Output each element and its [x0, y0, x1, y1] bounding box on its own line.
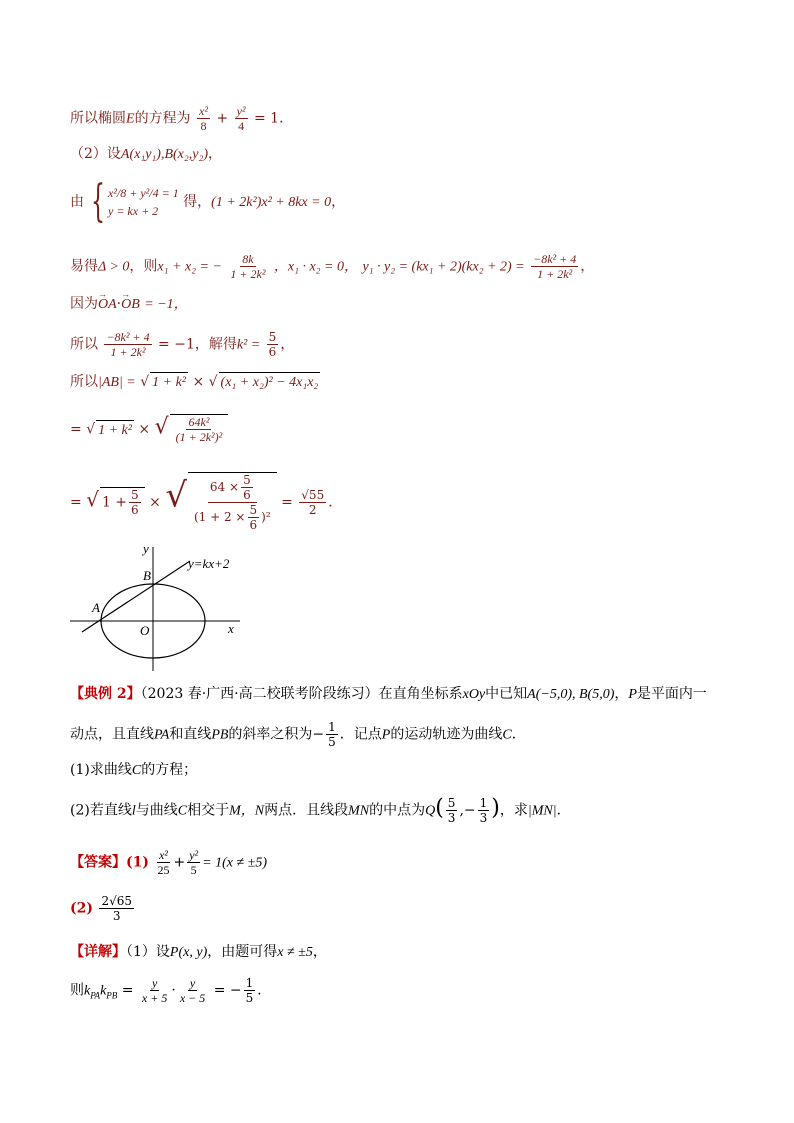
sqrt-body: 1 + k² — [96, 420, 134, 441]
math-l: l — [131, 803, 136, 819]
fraction — [187, 848, 200, 877]
equals: = — [121, 982, 134, 999]
label-B: B — [143, 568, 151, 583]
text: 相交于 — [187, 802, 230, 819]
text: ． — [511, 726, 526, 743]
plus: + — [216, 110, 229, 127]
plus: + — [173, 854, 186, 871]
text: ， — [331, 194, 346, 210]
math-points: A(−5,0), B(5,0) — [527, 687, 615, 702]
source: （2023 春·广西·高二校联考阶段练习） — [140, 686, 379, 702]
frac-num: 5 — [243, 473, 251, 487]
example2-q2: (2)若直线l与曲线C相交于M，N两点．且线段MN的中点为Q( $\frac{5}{3}$ ,− $\frac{1}{3}$ )，求|MN|． — [70, 795, 571, 825]
text: ,− — [459, 802, 476, 819]
text: 64 × — [209, 480, 240, 494]
text: )² — [261, 510, 271, 524]
fraction — [174, 415, 225, 444]
solution-line-system — [70, 176, 346, 227]
text: 则 — [70, 982, 84, 999]
text: 得， — [183, 194, 212, 210]
fraction — [99, 894, 134, 923]
frac-den: 4 — [238, 119, 245, 133]
text: 中已知 — [485, 686, 528, 702]
math-C: C — [502, 727, 512, 743]
frac-den: 5 — [328, 735, 336, 749]
frac-num: y — [151, 976, 158, 990]
math-points: A(x₁y₁),B(x₂,y₂) — [120, 147, 208, 162]
math-cond: Δ > 0 — [98, 259, 130, 275]
equals: = — [70, 421, 82, 438]
example2-line2 — [70, 720, 526, 749]
text: （2）设 — [70, 146, 121, 162]
detail-tag: 【详解】 — [70, 944, 126, 960]
frac-den: 3 — [447, 811, 456, 825]
frac-den: 2 — [308, 503, 317, 517]
frac-den: 25 — [157, 863, 170, 877]
text: 因为 — [70, 296, 98, 312]
frac-den: 6 — [249, 518, 258, 532]
equals: = — [70, 494, 82, 511]
math-C: C — [177, 803, 188, 819]
math-cond: x ≠ ±5 — [277, 945, 313, 960]
text: 是平面内一 — [636, 686, 707, 702]
frac-num: 5 — [249, 503, 258, 517]
math-prod: ，x₁ · x₂ = 0， — [273, 259, 358, 275]
system-eq1: x²/8 + y²/4 = 1 — [108, 186, 179, 200]
math: = 1(x ≠ ±5) — [202, 855, 267, 871]
sqrt-body — [100, 487, 145, 517]
text: ，求 — [499, 802, 528, 819]
frac-num: √55 — [301, 488, 325, 502]
solution-line-vieta — [70, 252, 594, 281]
equation-system — [108, 184, 179, 220]
frac-num: 5 — [131, 488, 139, 502]
text: ， — [614, 686, 629, 702]
text: ， — [312, 944, 327, 960]
math-P: P(x, y) — [169, 945, 208, 960]
text: = −1，解得 — [158, 336, 237, 353]
text: ． — [257, 982, 272, 999]
frac-den: 1 + 2k² — [537, 267, 573, 281]
math-k: k — [84, 983, 91, 999]
text: ， — [208, 146, 222, 162]
times: × — [192, 374, 205, 390]
solution-line-ab-result — [70, 472, 342, 532]
sqrt-body — [170, 414, 229, 444]
math-PA: PA — [154, 727, 170, 743]
frac-num: 2√65 — [101, 894, 133, 908]
math-AB: |AB| = — [98, 375, 136, 390]
sqrt-body: 1 + k² — [150, 372, 188, 393]
fraction — [244, 976, 256, 1005]
text: ．记点 — [339, 726, 382, 743]
solution-line-ab-step2 — [70, 414, 228, 444]
fraction — [531, 252, 578, 281]
math-quadratic: (1 + 2k²)x² + 8kx = 0 — [211, 195, 332, 210]
text: 所以椭圆 — [70, 110, 126, 127]
text: 的斜率之积为 — [228, 726, 313, 743]
text: ， — [580, 258, 595, 275]
equals: = — [281, 494, 293, 511]
text: = 1． — [253, 110, 294, 127]
math: = −1， — [144, 297, 188, 312]
vector-OB: → OB — [121, 295, 140, 315]
text: （1）设 — [126, 944, 170, 960]
text: (1 + 2 × — [193, 510, 246, 524]
label-A: A — [92, 600, 100, 615]
frac-den: 6 — [268, 345, 277, 359]
frac-den: 6 — [131, 503, 139, 517]
text: 在直角坐标系 — [378, 686, 463, 702]
text: 和直线 — [169, 726, 212, 743]
fraction — [104, 330, 151, 359]
sqrt-sign: √ — [208, 374, 218, 390]
text: ． — [328, 494, 343, 511]
math-yprod: y₁ · y₂ = (kx₁ + 2)(kx₂ + 2) = — [362, 259, 525, 275]
frac-num: y² — [189, 848, 199, 862]
text: 由 — [70, 194, 84, 210]
example2-q1 — [70, 760, 197, 781]
label-line-eq: y=kx+2 — [188, 556, 230, 571]
sqrt-sign: √ — [86, 487, 99, 512]
example2-line1 — [70, 684, 707, 705]
subscript: PA — [90, 990, 101, 1001]
frac-den: 1 + 2k² — [230, 267, 266, 281]
text: 易得 — [70, 258, 98, 275]
fraction — [299, 488, 326, 517]
text: 的方程； — [141, 762, 198, 778]
math-P: P — [381, 727, 391, 743]
brace: { — [91, 176, 105, 227]
text: ，由题可得 — [207, 944, 278, 960]
solution-line-ellipse-equation — [70, 104, 293, 133]
frac-den: 3 — [479, 811, 488, 825]
math-xOy: xOy — [462, 687, 486, 702]
fraction — [235, 104, 248, 133]
frac-num: 5 — [268, 330, 277, 344]
sqrt-sign: √ — [86, 421, 96, 438]
label-y: y — [143, 541, 149, 556]
label-O: O — [140, 623, 150, 638]
text: 的方程为 — [134, 110, 191, 127]
text: ，则 — [129, 258, 158, 275]
math-k2: k² = — [236, 337, 261, 353]
solution-line-solve-k — [70, 330, 294, 359]
frac-den: (1 + 2k²)² — [175, 430, 223, 444]
ellipse-line-figure — [60, 535, 260, 675]
answer-tag: 【答案】 — [70, 854, 126, 871]
text: 的运动轨迹为曲线 — [390, 726, 503, 743]
math-k: k — [100, 983, 107, 999]
frac-num: 1 — [245, 976, 254, 990]
fraction — [140, 976, 169, 1005]
answer-line2 — [70, 894, 136, 923]
fraction — [267, 330, 279, 359]
fraction — [197, 104, 210, 133]
frac-num: x² — [199, 104, 208, 118]
math-C: C — [131, 763, 142, 778]
fraction — [446, 796, 458, 825]
fraction — [192, 473, 273, 532]
fraction — [129, 488, 141, 517]
answer-label: (1) — [126, 854, 149, 871]
math-MN-seg: MN — [348, 803, 370, 819]
fraction — [241, 473, 253, 502]
frac-den: x + 5 — [141, 991, 168, 1005]
math-E: E — [126, 111, 135, 127]
fraction — [228, 252, 267, 281]
minus: − — [312, 726, 325, 743]
text: (2)若直线 — [70, 802, 132, 819]
frac-num — [208, 473, 257, 503]
frac-den: 1 + 2k² — [110, 345, 146, 359]
answer-label: (2) — [70, 900, 93, 917]
equals: = − — [213, 982, 242, 999]
system-eq2: y = kx + 2 — [108, 204, 159, 218]
sqrt-body — [188, 472, 277, 532]
frac-den: x − 5 — [179, 991, 206, 1005]
math-P: P — [628, 687, 637, 702]
frac-num: −8k² + 4 — [106, 330, 150, 344]
answer-line1 — [70, 848, 267, 877]
sqrt-sign: √ — [140, 374, 150, 390]
detail-line1 — [70, 942, 327, 963]
vector-OA: → OA — [98, 295, 117, 315]
frac-num: 1 — [479, 796, 488, 810]
fraction — [478, 796, 490, 825]
sqrt-sign: √ — [154, 414, 169, 440]
math-abs-MN: |MN| — [527, 803, 557, 819]
fraction — [155, 848, 171, 877]
frac-den: 5 — [190, 863, 197, 877]
example-tag: 【典例 2】 — [70, 686, 141, 702]
math-sum: x₁ + x₂ = − — [157, 259, 222, 275]
math-Q: Q — [425, 803, 436, 819]
text: (1)求曲线 — [70, 762, 132, 778]
text: 所以 — [70, 374, 98, 390]
solution-line-part2 — [70, 144, 222, 165]
text: 1 + — [101, 494, 128, 511]
detail-line2 — [70, 976, 271, 1005]
text: 与曲线 — [135, 802, 178, 819]
solution-line-ab-length — [70, 372, 320, 393]
frac-num: 8k — [242, 252, 254, 266]
frac-num: y — [189, 976, 196, 990]
frac-num: y² — [236, 104, 246, 118]
subscript: PB — [106, 990, 118, 1001]
sqrt-sign: √ — [165, 475, 187, 516]
frac-den: 5 — [245, 991, 254, 1005]
fraction — [248, 503, 260, 532]
frac-num: 64k² — [188, 415, 210, 429]
text: ， — [280, 336, 295, 353]
math-MN: M，N — [229, 803, 265, 819]
frac-num: −8k² + 4 — [533, 252, 577, 266]
text: 所以 — [70, 336, 98, 353]
times: × — [138, 421, 151, 438]
sqrt-body: (x₁ + x₂)² − 4x₁x₂ — [219, 372, 321, 393]
text: ． — [556, 802, 571, 819]
times: × — [149, 494, 161, 511]
solution-line-dot-product — [70, 294, 188, 315]
frac-den — [192, 503, 273, 532]
math-PB: PB — [211, 727, 229, 743]
frac-den: 8 — [200, 119, 207, 133]
dot: · — [171, 982, 176, 999]
frac-den: 3 — [112, 909, 121, 923]
fraction — [326, 720, 338, 749]
fraction — [178, 976, 207, 1005]
text: 的中点为 — [369, 802, 426, 819]
frac-num: x² — [158, 848, 168, 862]
text: 动点，且直线 — [70, 726, 154, 743]
frac-num: 5 — [447, 796, 456, 810]
frac-num: 1 — [328, 720, 336, 734]
dot: · — [116, 296, 122, 312]
text: 两点．且线段 — [264, 802, 349, 819]
frac-den: 6 — [243, 488, 251, 502]
label-x: x — [228, 621, 234, 636]
